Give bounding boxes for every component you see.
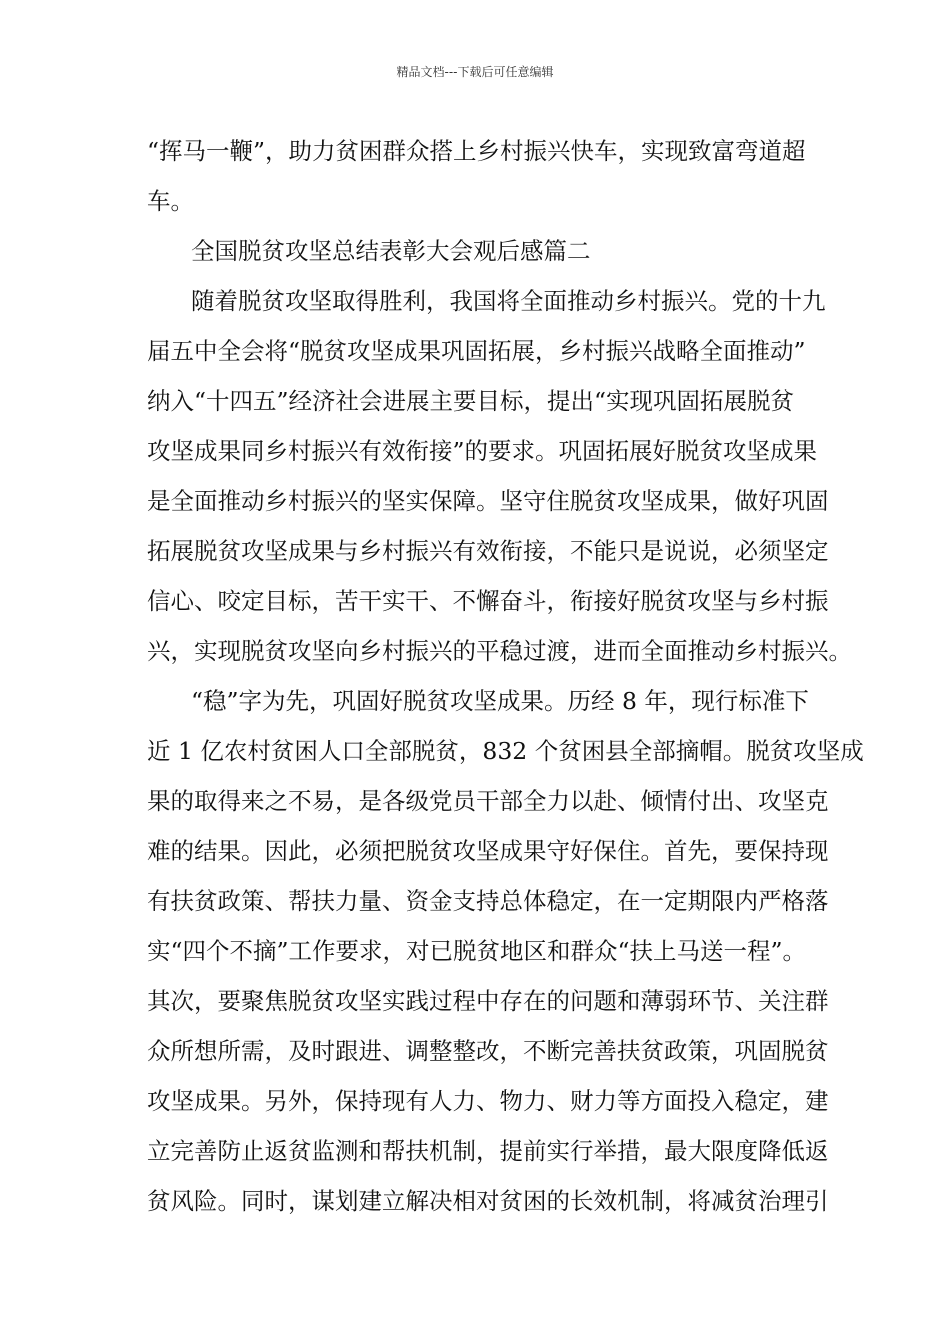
text-line: 果的取得来之不易，是各级党员干部全力以赴、倾情付出、攻坚克 [147,787,829,815]
text-line: 立完善防止返贫监测和帮扶机制，提前实行举措，最大限度降低返 [147,1137,829,1165]
text-line: 兴，实现脱贫攻坚向乡村振兴的平稳过渡，进而全面推动乡村振兴。 [147,637,852,665]
text-line: 贫风险。同时，谋划建立解决相对贫困的长效机制，将减贫治理引 [147,1187,829,1215]
text-line: 随着脱贫攻坚取得胜利，我国将全面推动乡村振兴。党的十九 [191,287,826,315]
text-line: 攻坚成果同乡村振兴有效衔接”的要求。巩固拓展好脱贫攻坚成果 [147,437,818,465]
text-line: 实“四个不摘”工作要求，对已脱贫地区和群众“扶上马送一程”。 [147,937,807,965]
section-title: 全国脱贫攻坚总结表彰大会观后感篇二 [191,237,591,265]
text-line: 信心、咬定目标，苦干实干、不懈奋斗，衔接好脱贫攻坚与乡村振 [147,587,829,615]
text-line: 有扶贫政策、帮扶力量、资金支持总体稳定，在一定期限内严格落 [147,887,829,915]
text-line: 近 1 亿农村贫困人口全部脱贫，832 个贫困县全部摘帽。脱贫攻坚成 [147,737,864,765]
text-line: “挥马一鞭”，助力贫困群众搭上乡村振兴快车，实现致富弯道超 [147,137,806,165]
text-line: 攻坚成果。另外，保持现有人力、物力、财力等方面投入稳定，建 [147,1087,829,1115]
text-line: 纳入“十四五”经济社会进展主要目标，提出“实现巩固拓展脱贫 [147,387,795,415]
text-line: 届五中全会将“脱贫攻坚成果巩固拓展，乡村振兴战略全面推动” [147,337,806,365]
text-line: 众所想所需，及时跟进、调整整改，不断完善扶贫政策，巩固脱贫 [147,1037,829,1065]
text-line: “稳”字为先，巩固好脱贫攻坚成果。历经 8 年，现行标准下 [191,687,809,715]
text-line: 车。 [147,187,194,215]
text-line: 是全面推动乡村振兴的坚实保障。坚守住脱贫攻坚成果，做好巩固 [147,487,829,515]
text-line: 拓展脱贫攻坚成果与乡村振兴有效衔接，不能只是说说，必须坚定 [147,537,829,565]
text-line: 其次，要聚焦脱贫攻坚实践过程中存在的问题和薄弱环节、关注群 [147,987,829,1015]
page-header: 精品文档---下载后可任意编辑 [396,65,554,79]
text-line: 难的结果。因此，必须把脱贫攻坚成果守好保住。首先，要保持现 [147,837,829,865]
